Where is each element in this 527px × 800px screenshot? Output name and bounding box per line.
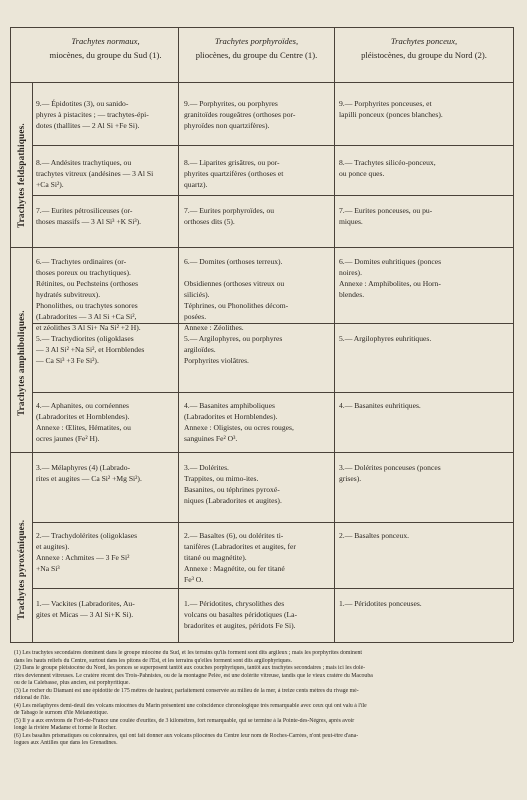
footnote-line: longé la rivière Madame et formé le Rocher.: [14, 725, 117, 731]
table-cell: [339, 98, 511, 120]
table-left-border: [10, 27, 11, 642]
cell-line: (Labradorites — 3 Al Si +Ca Si²,: [36, 312, 137, 321]
table-cell: [184, 462, 332, 506]
cell-line: orthoses dits (5).: [184, 217, 235, 226]
cell-line: 1.— Péridotites ponceuses.: [339, 599, 422, 608]
cell-line: gites et Micas — 3 Al Si+K Si).: [36, 610, 134, 619]
cell-line: 4.— Basanites amphiboliques: [184, 401, 275, 410]
cell-line: blendes.: [339, 290, 365, 299]
group-label-feldspathiques: Trachytes feldspathiques.: [16, 123, 26, 228]
cell-line: dotes (thallites — 2 Al Si +Fe Si).: [36, 121, 140, 130]
cell-line: 1.— Péridotites, chrysolithes des: [184, 599, 285, 608]
cell-line: et augites).: [36, 542, 70, 551]
header-subtitle: pliocènes, du groupe du Centre (1).: [195, 50, 318, 60]
header-title: Trachytes ponceux,: [390, 36, 458, 46]
header-title: Trachytes normaux,: [71, 36, 140, 46]
cell-line: 7.— Eurites porphyroïdes, ou: [184, 206, 275, 215]
row-divider: [32, 392, 513, 393]
label-column-border: [32, 82, 33, 642]
table-cell: [339, 256, 511, 300]
cell-line: niques (Labradorites et augites).: [184, 496, 282, 505]
cell-line: argiloïdes.: [184, 345, 216, 354]
cell-line: bradorites et augites, péridots Fe Si).: [184, 621, 296, 630]
table-bottom-border: [10, 642, 513, 643]
table-cell: [339, 598, 511, 609]
footnote-line: logues aux Antilles que dans les Grenadines.: [14, 740, 118, 746]
cell-line: 5.— Trachydiorites (oligoklases: [36, 334, 134, 343]
cell-line: posées.: [184, 312, 207, 321]
table-cell: [184, 205, 332, 227]
footnote-line: (6) Les basaltes prismatiques ou colonnaires, qui ont fait donner aux volcans pliocènes du Centre leur nom de Roches-Carrées, n'ont peut-être d'ana-: [14, 732, 359, 739]
cell-line: 2.— Basaltes ponceux.: [339, 531, 410, 540]
cell-line: phyroïdes non quartzifères).: [184, 121, 270, 130]
cell-line: — 3 Al Si² +Na Si², et Hornblendes: [36, 345, 145, 354]
table-cell: [184, 530, 332, 585]
cell-line: quartz).: [184, 180, 208, 189]
footnote-line: (5) Il y a aux environs de Fort-de-France une coulée d'eurites, de 3 kilomètres, fort remarquable, qui se termine à la Pointe-des-Nègres, après avoir: [14, 717, 355, 724]
cell-line: Annexe : Amphibolites, ou Horn-: [339, 279, 441, 288]
table-cell: [339, 333, 511, 344]
cell-line: miques.: [339, 217, 363, 226]
cell-line: 9.— Épidotites (3), ou sanido-: [36, 99, 129, 108]
cell-line: thoses poreux ou trachytiques).: [36, 268, 131, 277]
cell-line: — Ca Si³ +3 Fe Si²).: [36, 356, 99, 365]
cell-line: Trappites, ou mimo-ites.: [184, 474, 259, 483]
cell-line: tanifères (Labradorites et augites, fer: [184, 542, 296, 551]
cell-line: phyrites quartzifères (orthoses et: [184, 169, 284, 178]
footnote-line: ou de la Calebasse, plus ancien, est porphyritique.: [14, 680, 130, 686]
table-cell: [184, 98, 332, 131]
footnote-line: (2) Dans le groupe pléistocène du Nord, les ponces se superposent tantôt aux couches porphyriques, tantôt aux trachytes secondaires ; mais ici les dolé-: [14, 665, 366, 671]
table-cell: [184, 256, 332, 333]
cell-line: titané ou magnétite).: [184, 553, 247, 562]
cell-line: granitoïdes rougeâtres (orthoses por-: [184, 110, 296, 119]
cell-line: Annexe : Achmites — 3 Fe Si²: [36, 553, 130, 562]
cell-line: Annexe : Zéolithes.: [184, 323, 244, 332]
footnote-line: dans les hauts reliefs du Centre, surtout dans les pitons de l'Est, et les terrains qu'elles forment sont dits argilophyriques.: [14, 657, 292, 664]
cell-line: grises).: [339, 474, 362, 483]
table-cell: [184, 598, 332, 631]
cell-line: 3.— Dolérites.: [184, 463, 229, 472]
cell-line: 5.— Argilophyres, ou porphyres: [184, 334, 283, 343]
cell-line: sanguines Fe² O³.: [184, 434, 238, 443]
cell-line: 4.— Aphanites, ou cornéennes: [36, 401, 130, 410]
cell-line: 7.— Eurites pétrosiliceuses (or-: [36, 206, 133, 215]
cell-line: lapilli ponceux (ponces blanches).: [339, 110, 443, 119]
cell-line: et zéolithes 3 Al Si+ Na Si² +2 H).: [36, 323, 141, 332]
group-label-amphiboliques: Trachytes amphiboliques.: [16, 310, 26, 416]
footnotes: [14, 650, 516, 748]
group-divider-2: [10, 452, 513, 453]
cell-line: Annexe : Œlites, Hématites, ou: [36, 423, 131, 432]
cell-line: thoses massifs — 3 Al Si³ +K Si³).: [36, 217, 142, 226]
cell-line: 8.— Andésites trachytiques, ou: [36, 158, 132, 167]
footnote-line: ridional de l'île.: [14, 695, 51, 701]
cell-line: phyres à pistacites ; — trachytes-épi-: [36, 110, 149, 119]
table-cell: [36, 157, 176, 190]
group-label-pyroxeniques: Trachytes pyroxéniques.: [16, 519, 26, 620]
row-divider: [32, 145, 513, 146]
cell-line: 2.— Basaltes (6), ou dolérites ti-: [184, 531, 284, 540]
header-subtitle: miocènes, du groupe du Sud (1).: [49, 50, 162, 60]
table-cell: [36, 98, 176, 131]
table-cell: [339, 462, 511, 484]
cell-line: Basanites, ou téphrines pyroxé-: [184, 485, 280, 494]
cell-line: 3.— Mélaphyres (4) (Labrado-: [36, 463, 131, 472]
cell-line: Rétinites, ou Pechsteins (orthoses: [36, 279, 139, 288]
cell-line: 6.— Domites (orthoses terreux).: [184, 257, 283, 266]
cell-line: 9.— Porphyrites, ou porphyres: [184, 99, 278, 108]
footnote-line: rites deviennent vitreuses. Le cratère récent des Trois-Pahnistes, ou de la montagne Pelée, est une dolérite vitreuse, tandis que le vieux cratère du Macouba: [14, 672, 373, 679]
table-cell: [36, 400, 176, 444]
table-cell: [339, 205, 511, 227]
footnote-line: (1) Les trachytes secondaires dominent dans le groupe miocène du Sud, et les terrains qu'ils forment sont dits argileux ; mais les porphyrites dominent: [14, 650, 363, 656]
table-cell: [36, 598, 176, 620]
cell-line: 4.— Basanites euhritiques.: [339, 401, 421, 410]
table-right-border: [513, 27, 514, 642]
table-cell: [184, 333, 332, 366]
table-cell: [339, 400, 511, 411]
table-top-border: [10, 27, 513, 28]
cell-line: Téphrines, ou Phonolithes décom-: [184, 301, 289, 310]
cell-line: Phonolithes, ou trachytes sonores: [36, 301, 138, 310]
row-divider: [32, 522, 513, 523]
cell-line: ocres jaunes (Fe² H).: [36, 434, 100, 443]
table-cell: [339, 157, 511, 179]
header-col-centre: [179, 34, 334, 62]
header-bottom-border: [10, 82, 513, 83]
header-col-sud: [33, 34, 178, 62]
cell-line: Annexe : Oligistes, ou ocres rouges,: [184, 423, 294, 432]
table-cell: [184, 157, 332, 190]
cell-line: siliciés).: [184, 290, 210, 299]
row-divider: [32, 588, 513, 589]
footnote-line: (4) Les mélaphyres demi-deuil des volcans miocènes du Marin présentent une coïncidence chronologique très remarquable avec ceux qui ont valu à l'île: [14, 702, 367, 709]
cell-line: volcans ou basaltes péridotiques (La-: [184, 610, 298, 619]
footnote-line: (3) Le rocher du Diamant est une épidotite de 175 mètres de hauteur, parfaitement conservée au milieu de la mer, à treize cents mètres du rivage mé-: [14, 687, 359, 694]
table-cell: [36, 462, 176, 484]
cell-line: (Labradorites et Hornblendes).: [184, 412, 278, 421]
cell-line: 5.— Argilophyres euhritiques.: [339, 334, 432, 343]
table-cell: [36, 333, 176, 366]
cell-line: Fe³ O.: [184, 575, 204, 584]
table-cell: [339, 530, 511, 541]
cell-line: 9.— Porphyrites ponceuses, et: [339, 99, 432, 108]
cell-line: ou ponce ques.: [339, 169, 385, 178]
column-divider-1: [178, 27, 179, 642]
header-col-nord: [335, 34, 513, 62]
cell-line: 6.— Trachytes ordinaires (or-: [36, 257, 127, 266]
cell-line: Annexe : Magnétite, ou fer titané: [184, 564, 285, 573]
header-title: Trachytes porphyroïdes,: [214, 36, 299, 46]
table-cell: [36, 256, 176, 333]
table-cell: [184, 400, 332, 444]
cell-line: 8.— Trachytes silicéo-ponceux,: [339, 158, 436, 167]
cell-line: +Na Si³: [36, 564, 60, 573]
cell-line: 1.— Vackites (Labradorites, Au-: [36, 599, 135, 608]
cell-line: 6.— Domites euhritiques (ponces: [339, 257, 442, 266]
cell-line: 3.— Dolérites ponceuses (ponces: [339, 463, 441, 472]
cell-line: Obsidiennes (orthoses vitreux ou: [184, 279, 285, 288]
header-subtitle: pléistocènes, du groupe du Nord (2).: [361, 50, 487, 60]
cell-line: [184, 267, 332, 278]
table-cell: [36, 530, 176, 574]
cell-line: (Labradorites et Hornblendes).: [36, 412, 130, 421]
cell-line: noires).: [339, 268, 362, 277]
cell-line: 7.— Eurites ponceuses, ou pu-: [339, 206, 433, 215]
table-cell: [36, 205, 176, 227]
column-divider-2: [334, 27, 335, 642]
footnote-line: de Tabago le surnom d'île Mélanéotique.: [14, 710, 109, 716]
cell-line: rites et augites — Ca Si² +Mg Si²).: [36, 474, 142, 483]
cell-line: trachytes vitreux (andésines — 3 Al Si: [36, 169, 154, 178]
cell-line: Porphyrites violâtres.: [184, 356, 249, 365]
cell-line: 8.— Liparites grisâtres, ou por-: [184, 158, 280, 167]
cell-line: 2.— Trachydolérites (oligoklases: [36, 531, 138, 540]
group-divider-1: [10, 247, 513, 248]
cell-line: +Ca Si²).: [36, 180, 64, 189]
cell-line: hydratés subvitreux).: [36, 290, 101, 299]
row-divider: [32, 195, 513, 196]
